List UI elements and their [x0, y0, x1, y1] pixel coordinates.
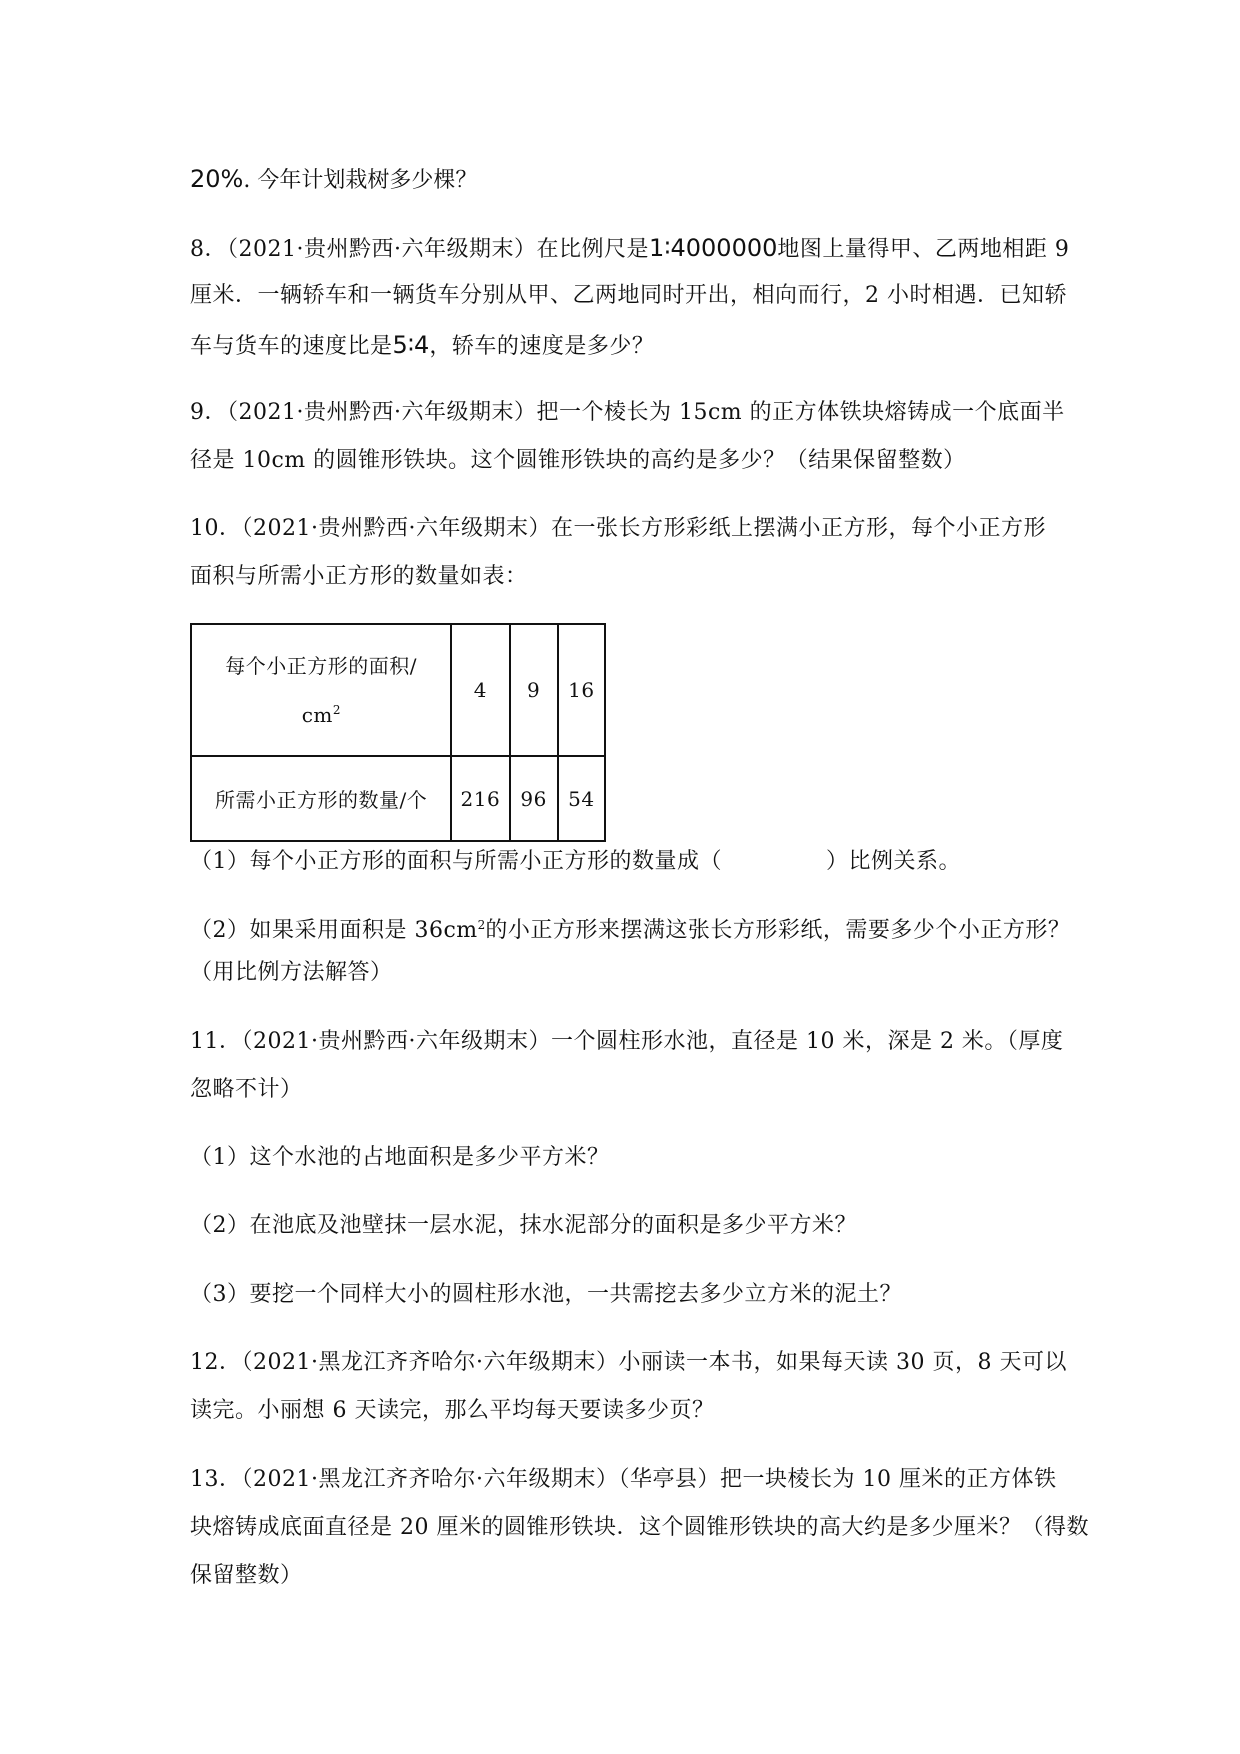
q10-sub-1-a: （1）每个小正方形的面积与所需小正方形的数量成（: [190, 849, 722, 874]
unit-text: cm: [301, 702, 333, 727]
q12-line-1: 12．（2021·黑龙江齐齐哈尔·六年级期末）小丽读一本书，如果每天读 30 页，8 天可以: [190, 1350, 1067, 1375]
q10-sub-1-b: ）比例关系。: [826, 849, 962, 874]
table-cell: 9: [510, 624, 558, 756]
percent-value: 20%: [190, 165, 244, 193]
area-unit: [192, 688, 450, 737]
q8-text-a: 8．（2021·贵州黔西·六年级期末）在比例尺是: [190, 237, 649, 262]
q10-sub-2: [190, 910, 1070, 946]
table-header-cell: 所需小正方形的数量/个: [191, 756, 451, 841]
q8-line-2: 厘米．一辆轿车和一辆货车分别从甲、乙两地同时开出，相向而行，2 小时相遇．已知轿: [190, 283, 1067, 308]
q10-sub-2-a: （2）如果采用面积是 36cm: [190, 918, 478, 943]
q11-sub-3: （3）要挖一个同样大小的圆柱形水池，一共需挖去多少立方米的泥土？: [190, 1282, 902, 1307]
q11-sub-2: （2）在池底及池壁抹一层水泥，抹水泥部分的面积是多少平方米？: [190, 1213, 857, 1238]
q10-sub-2-line-2: （用比例方法解答）: [190, 960, 393, 985]
area-quantity-table: [190, 623, 606, 842]
q11-sub-1: （1）这个水池的占地面积是多少平方米？: [190, 1145, 610, 1170]
q10-sub-2-b: 的小正方形来摆满这张长方形彩纸，需要多少个小正方形？: [485, 918, 1071, 943]
q13-line-3: 保留整数）: [190, 1563, 303, 1588]
area-label: 每个小正方形的面积/: [225, 653, 417, 678]
q12-line-2: 读完。小丽想 6 天读完，那么平均每天要读多少页？: [190, 1398, 715, 1423]
q10-sub-1: [190, 847, 961, 877]
scale-value: 1∶4000000: [648, 234, 778, 262]
q10-line-1: 10．（2021·贵州黔西·六年级期末）在一张长方形彩纸上摆满小正方形，每个小正方形: [190, 516, 1046, 541]
table-row: [191, 624, 605, 756]
q11-line-2: 忽略不计）: [190, 1077, 303, 1102]
table-cell: 16: [558, 624, 605, 756]
table-cell: 4: [451, 624, 509, 756]
table-cell: 96: [510, 756, 558, 841]
q8-text-c: 车与货车的速度比是: [190, 334, 393, 359]
q8-text-d: ，轿车的速度是多少？: [429, 334, 655, 359]
q8-line-1: [190, 233, 1069, 265]
table-cell: 54: [558, 756, 605, 841]
q10-line-2: 面积与所需小正方形的数量如表：: [190, 564, 528, 589]
q13-line-1: 13．（2021·黑龙江齐齐哈尔·六年级期末）（华亭县）把一块棱长为 10 厘米的正方体铁: [190, 1467, 1057, 1492]
table-cell: 216: [451, 756, 509, 841]
q10-sub-2-superscript: 2: [477, 918, 486, 932]
q7-tail-line: [190, 164, 477, 196]
q7-tail-text: . 今年计划栽树多少棵？: [243, 168, 478, 193]
table-row: [191, 756, 605, 841]
q8-text-b: 地图上量得甲、乙两地相距 9: [777, 237, 1070, 262]
ratio-value: 5∶4: [392, 331, 430, 359]
unit-superscript: 2: [332, 702, 341, 717]
q8-line-3: [190, 330, 654, 362]
table-header-cell: [191, 624, 451, 756]
q9-line-2: 径是 10cm 的圆锥形铁块。这个圆锥形铁块的高约是多少？（结果保留整数）: [190, 448, 966, 473]
q13-line-2: 块熔铸成底面直径是 20 厘米的圆锥形铁块．这个圆锥形铁块的高大约是多少厘米？（得数: [190, 1515, 1089, 1540]
q9-line-1: 9．（2021·贵州黔西·六年级期末）把一个棱长为 15cm 的正方体铁块熔铸成一个底面半: [190, 400, 1065, 425]
q11-line-1: 11．（2021·贵州黔西·六年级期末）一个圆柱形水池，直径是 10 米，深是 2 米。（厚度: [190, 1029, 1064, 1054]
